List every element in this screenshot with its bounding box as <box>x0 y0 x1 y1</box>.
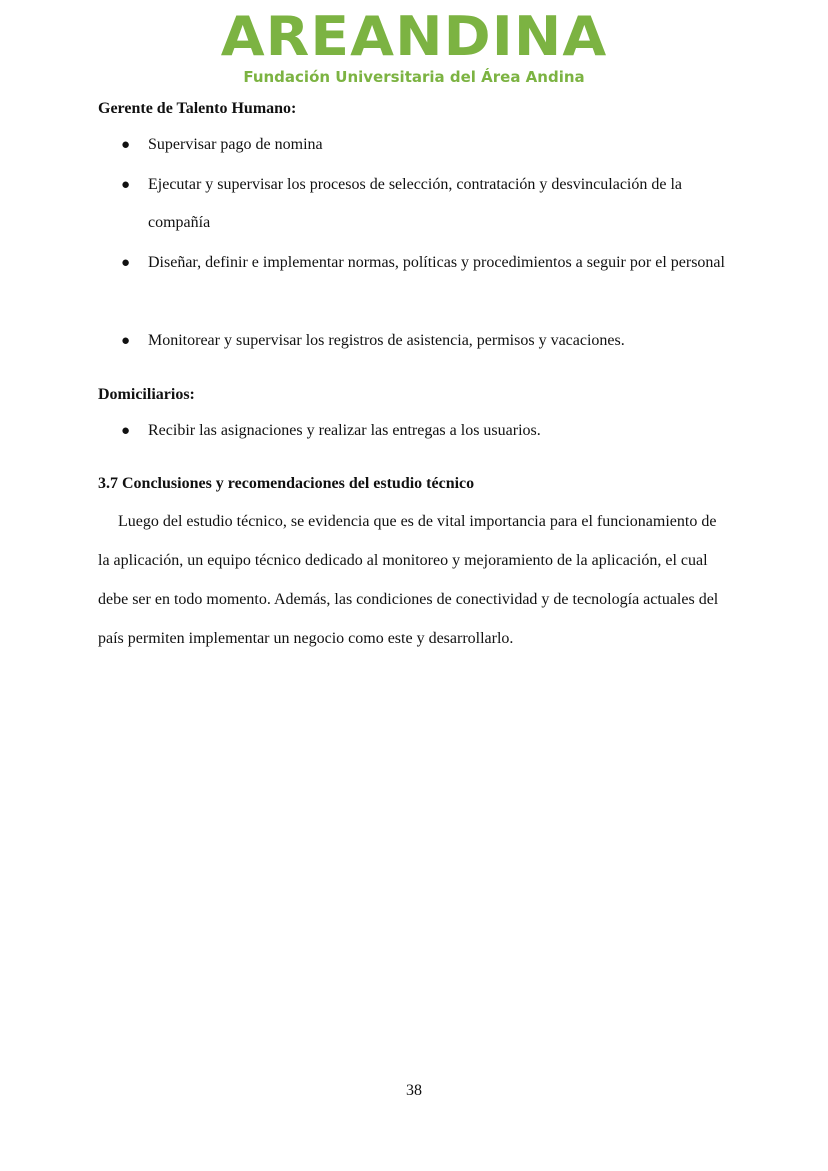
list-item <box>121 412 741 450</box>
logo-subtitle: Fundación Universitaria del Área Andina <box>243 68 585 86</box>
page-number: 38 <box>406 1082 422 1099</box>
logo-wordmark: AREANDINA <box>220 5 608 68</box>
bullet-icon: ● <box>121 255 131 271</box>
list-item-text: Recibir las asignaciones y realizar las entregas a los usuarios. <box>148 422 541 439</box>
list-item-text: Monitorear y supervisar los registros de asistencia, permisos y vacaciones. <box>148 332 625 349</box>
list-item-text: Supervisar pago de nomina <box>148 136 323 153</box>
list-item <box>121 322 741 360</box>
bullet-icon: ● <box>121 333 131 349</box>
bullet-icon: ● <box>121 177 131 193</box>
conclusions-paragraph: Luego del estudio técnico, se evidencia que es de vital importancia para el funcionamiento de la aplicación, un equipo técnico dedicado al monitoreo y mejoramiento de la aplicación, el cual debe ser en todo momento. Además, las condiciones de conectividad y de tecnología actuales del país permiten implementar un negocio como este y desarrollarlo. <box>98 513 719 647</box>
list-item <box>121 244 741 282</box>
list-item-text: Diseñar, definir e implementar normas, políticas y procedimientos a seguir por el personal <box>148 254 725 271</box>
heading-delivery: Domiciliarios: <box>98 386 195 403</box>
institution-logo <box>0 6 828 86</box>
list-item-text: Ejecutar y supervisar los procesos de selección, contratación y desvinculación de la compañía <box>148 176 683 231</box>
list-item <box>121 126 741 164</box>
heading-hr-manager: Gerente de Talento Humano: <box>98 100 297 117</box>
bullet-icon: ● <box>121 423 131 439</box>
bullet-icon: ● <box>121 137 131 153</box>
heading-conclusions: 3.7 Conclusiones y recomendaciones del estudio técnico <box>98 475 475 492</box>
list-item <box>121 166 741 242</box>
